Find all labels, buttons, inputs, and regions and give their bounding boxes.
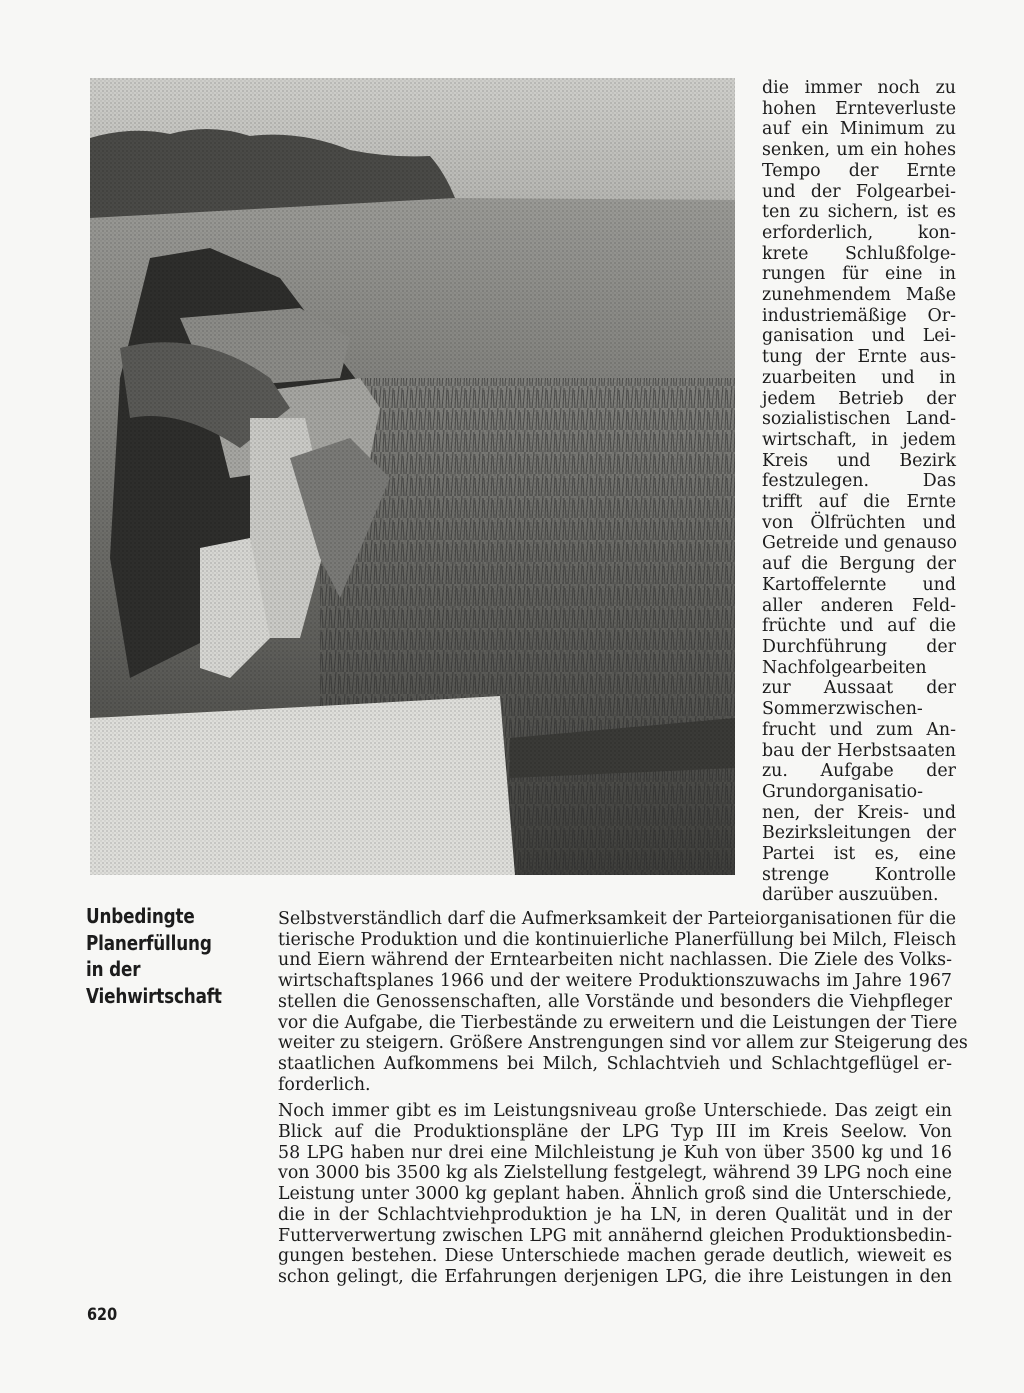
side-column-line: früchte und auf die [762,616,956,637]
paragraph-line: die in der Schlachtviehproduktion je ha LN, in deren Qualität und in der [278,1204,952,1225]
paragraph-line: weiter zu steigern. Größere Anstrengungen sind vor allem zur Steigerung des [278,1033,968,1054]
side-column-line: von Ölfrüchten und [762,512,956,533]
paragraph-line: gungen bestehen. Diese Unterschiede machen gerade deutlich, wieweit es [278,1246,952,1267]
side-column-line: rungen für eine in [762,264,956,285]
side-column-line: auf ein Minimum zu [762,119,956,140]
paragraph-line: 58 LPG haben nur drei eine Milchleistung je Kuh von über 3500 kg und 16 [278,1142,952,1163]
section-heading [86,903,225,1009]
side-column-line: die immer noch zu [762,78,956,98]
side-column-line: bau der Herbstsaaten [762,740,956,761]
harvest-photo [90,78,735,875]
combine-harvester-field-image [90,78,735,875]
side-column-line: zu. Aufgabe der [762,761,956,782]
heading-line: Unbedingte [86,904,195,928]
side-column-line: zuarbeiten und in [762,367,956,388]
side-column-line: sozialistischen Land- [762,409,956,430]
paragraph-line: Noch immer gibt es im Leistungsniveau große Unterschiede. Das zeigt ein [278,1101,952,1122]
heading-line: Planerfüllung [86,930,212,955]
side-column-line: Kartoffelernte und [762,574,956,595]
side-column-line: Getreide und genauso [762,533,957,554]
side-column-line: erforderlich, kon- [762,222,956,243]
side-column-line: zur Aussaat der [762,678,956,699]
side-column-line: tung der Ernte aus- [762,347,956,368]
heading-line: Viehwirtschaft [86,983,222,1008]
paragraph-1 [278,909,968,1095]
side-column-line: krete Schlußfolge- [762,243,956,264]
paragraph-line: vor die Aufgabe, die Tierbestände zu erweitern und die Leistungen der Tiere [278,1012,958,1033]
main-body-text [278,909,968,1288]
paragraph-line: wirtschaftsplanes 1966 und der weitere Produktionszuwachs im Jahre 1967 [278,971,952,992]
side-column-line: Tempo der Ernte [762,160,956,181]
paragraph-line: stellen die Genossenschaften, alle Vorstände und besonders die Viehpfleger [278,991,952,1012]
side-column-line: nen, der Kreis- und [762,802,956,823]
paragraph-line: schon gelingt, die Erfahrungen derjenigen LPG, die ihre Leistungen in den [278,1266,952,1287]
paragraph-line: forderlich. [278,1074,371,1095]
side-column-line: festzulegen. Das [762,471,956,492]
side-column-line: trifft auf die Ernte [762,492,956,513]
paragraph-line: Selbstverständlich darf die Aufmerksamkeit der Parteiorganisationen für die [278,909,957,929]
side-column-line: Sommerzwischen- [762,699,923,720]
side-column-line: darüber auszuüben. [762,885,939,906]
side-column-line: Partei ist es, eine [762,844,956,865]
side-column-text [762,78,956,906]
side-column-line: Bezirksleitungen der [762,823,956,844]
side-column-line: senken, um ein hohes [762,140,956,161]
side-column-line: aller anderen Feld- [762,595,956,616]
page-number: 620 [87,1305,118,1325]
side-column-line: Durchführung der [762,636,956,657]
side-column-line: Grundorganisatio- [762,781,923,802]
paragraph-line: staatlichen Aufkommens bei Milch, Schlachtvieh und Schlachtgeflügel er- [278,1053,952,1074]
side-column-line: Kreis und Bezirk [762,450,956,471]
heading-line: in der [86,957,141,981]
side-column-line: ganisation und Lei- [762,326,956,347]
side-column-line: wirtschaft, in jedem [762,429,956,450]
side-column-line: und der Folgearbei- [762,181,956,202]
paragraph-line: tierische Produktion und die kontinuierliche Planerfüllung bei Milch, Fleisch [278,929,957,950]
side-column-line: strenge Kontrolle [762,864,956,885]
paragraph-line: Futterverwertung zwischen LPG mit annähernd gleichen Produktionsbedin- [278,1225,952,1246]
paragraph-line: von 3000 bis 3500 kg als Zielstellung festgelegt, während 39 LPG noch eine [278,1163,952,1184]
paragraph-line: Blick auf die Produktionspläne der LPG Typ III im Kreis Seelow. Von [278,1122,952,1143]
side-column-line: frucht und zum An- [762,719,956,740]
side-column-line: Nachfolgearbeiten [762,657,927,678]
paragraph-line: Leistung unter 3000 kg geplant haben. Ähnlich groß sind die Unterschiede, [278,1184,952,1205]
side-column-line: jedem Betrieb der [762,388,956,409]
side-column-line: ten zu sichern, ist es [762,202,956,223]
side-column-line: hohen Ernteverluste [762,98,956,119]
side-column-line: industriemäßige Or- [762,305,956,326]
paragraph-2 [278,1101,952,1287]
paragraph-line: und Eiern während der Erntearbeiten nicht nachlassen. Die Ziele des Volks- [278,950,952,971]
side-column-line: zunehmendem Maße [762,285,956,306]
side-column-line: auf die Bergung der [762,554,956,575]
